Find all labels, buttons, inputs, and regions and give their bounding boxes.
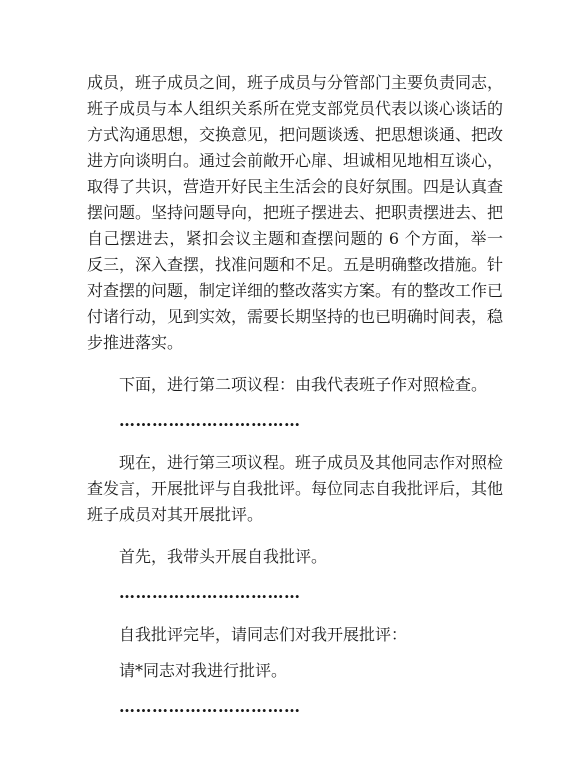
ellipsis-line: …………………………… [119, 411, 301, 430]
paragraph-criticism-invite: 请*同志对我进行批评。 [119, 661, 288, 680]
paragraph-agenda-two: 下面，进行第二项议程：由我代表班子作对照检查。 [119, 375, 488, 394]
paragraph-criticism-request: 自我批评完毕，请同志们对我开展批评： [119, 625, 408, 644]
paragraph-preparation: 成员，班子成员之间，班子成员与分管部门主要负责同志，班子成员与本人组织关系所在党支部党员代表以谈心谈话的方式沟通思想，交换意见，把问题谈透、把思想谈通、把改进方向谈明白。通过会前敞开心扉、坦诚相见地相互谈心，取得了共识，营造开好民主生活会的良好氛围。四是认真查摆问题。坚持问题导向，把班子摆进去、把职责摆进去、把自己摆进去，紧扣会议主题和查摆问题的 6 个方面，举一反三，深入查摆，找准问题和不足。五是明确整改措施。针对查摆的问题，制定详细的整改落实方案。有的整改工作已付诸行动，见到实效，需要长期坚持的也已明确时间表，稳步推进落实。 [87, 73, 504, 352]
ellipsis-line: …………………………… [119, 697, 301, 716]
document-body [87, 70, 503, 720]
ellipsis-line: …………………………… [119, 583, 301, 602]
paragraph-self-criticism: 首先，我带头开展自我批评。 [119, 547, 328, 566]
paragraph-agenda-three: 现在，进行第三项议程。班子成员及其他同志作对照检查发言，开展批评与自我批评。每位同志自我批评后，其他班子成员对其开展批评。 [87, 453, 504, 524]
